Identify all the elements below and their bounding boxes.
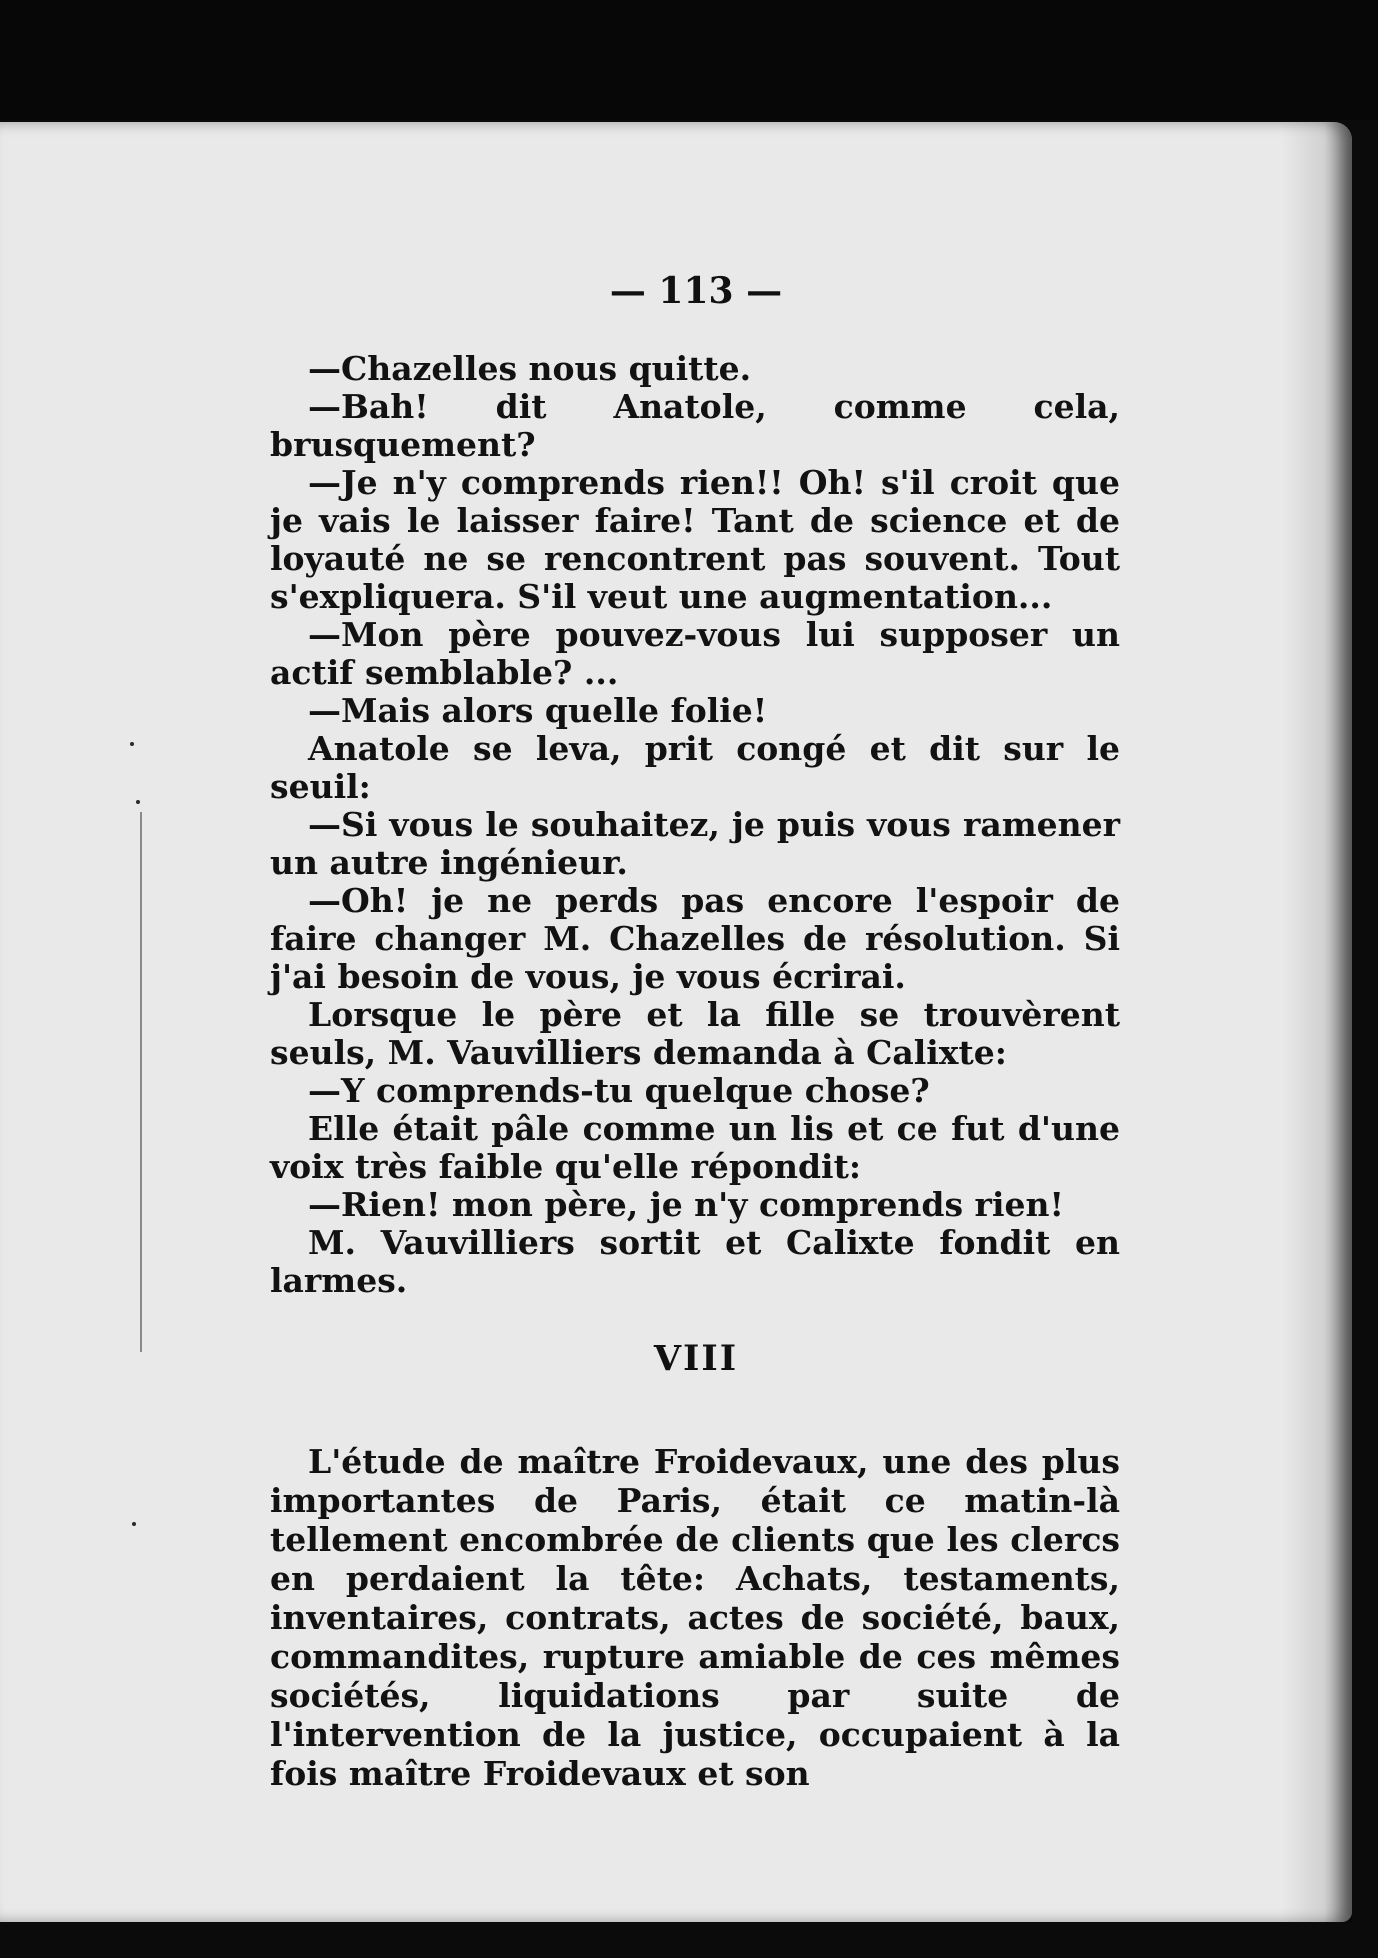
book-page — [0, 122, 1352, 1922]
page-number: — 113 — — [609, 270, 783, 312]
paragraph: —Oh! je ne perds pas encore l'espoir de faire changer M. Chazelles de résolution. Si j'ai besoin de vous, je vous écrirai. — [270, 881, 1120, 996]
text-block-after-chapter — [270, 1442, 1120, 1793]
paragraph: —Rien! mon père, je n'y comprends rien! — [308, 1185, 1064, 1224]
page-edge-shadow — [1282, 122, 1352, 1922]
paragraph: Elle était pâle comme un lis et ce fut d'une voix très faible qu'elle répondit: — [270, 1109, 1120, 1186]
paragraph: —Bah! dit Anatole, comme cela, brusquement? — [270, 387, 1120, 464]
scan-background — [0, 0, 1378, 120]
chapter-heading: VIII — [653, 1338, 739, 1379]
paragraph: Lorsque le père et la fille se trouvèrent seuls, M. Vauvilliers demanda à Calixte: — [270, 995, 1120, 1072]
paragraph: —Si vous le souhaitez, je puis vous ramener un autre ingénieur. — [270, 805, 1120, 882]
paragraph: —Chazelles nous quitte. — [308, 349, 752, 388]
paragraph: L'étude de maître Froidevaux, une des plus importantes de Paris, était ce matin-là tellement encombrée de clients que les clercs en perdaient la tête: Achats, testaments, inventaires, contrats, actes de société, baux, commandites, rupture amiable de ces mêmes sociétés, liquidations par suite de l'intervention de la justice, occupaient à la fois maître Froidevaux et son — [270, 1442, 1120, 1793]
paragraph: Anatole se leva, prit congé et dit sur le seuil: — [270, 729, 1120, 806]
paragraph: —Mon père pouvez-vous lui supposer un actif semblable? ... — [270, 615, 1120, 692]
paragraph: —Mais alors quelle folie! — [308, 691, 768, 730]
paragraph: —Je n'y comprends rien!! Oh! s'il croit que je vais le laisser faire! Tant de science et de loyauté ne se rencontrent pas souvent. Tout s'expliquera. S'il veut une augmentation... — [270, 463, 1120, 616]
text-block-before-chapter — [270, 350, 1120, 1300]
paragraph: —Y comprends-tu quelque chose? — [308, 1071, 930, 1110]
paragraph: M. Vauvilliers sortit et Calixte fondit en larmes. — [270, 1223, 1120, 1300]
margin-marks — [128, 742, 148, 1522]
